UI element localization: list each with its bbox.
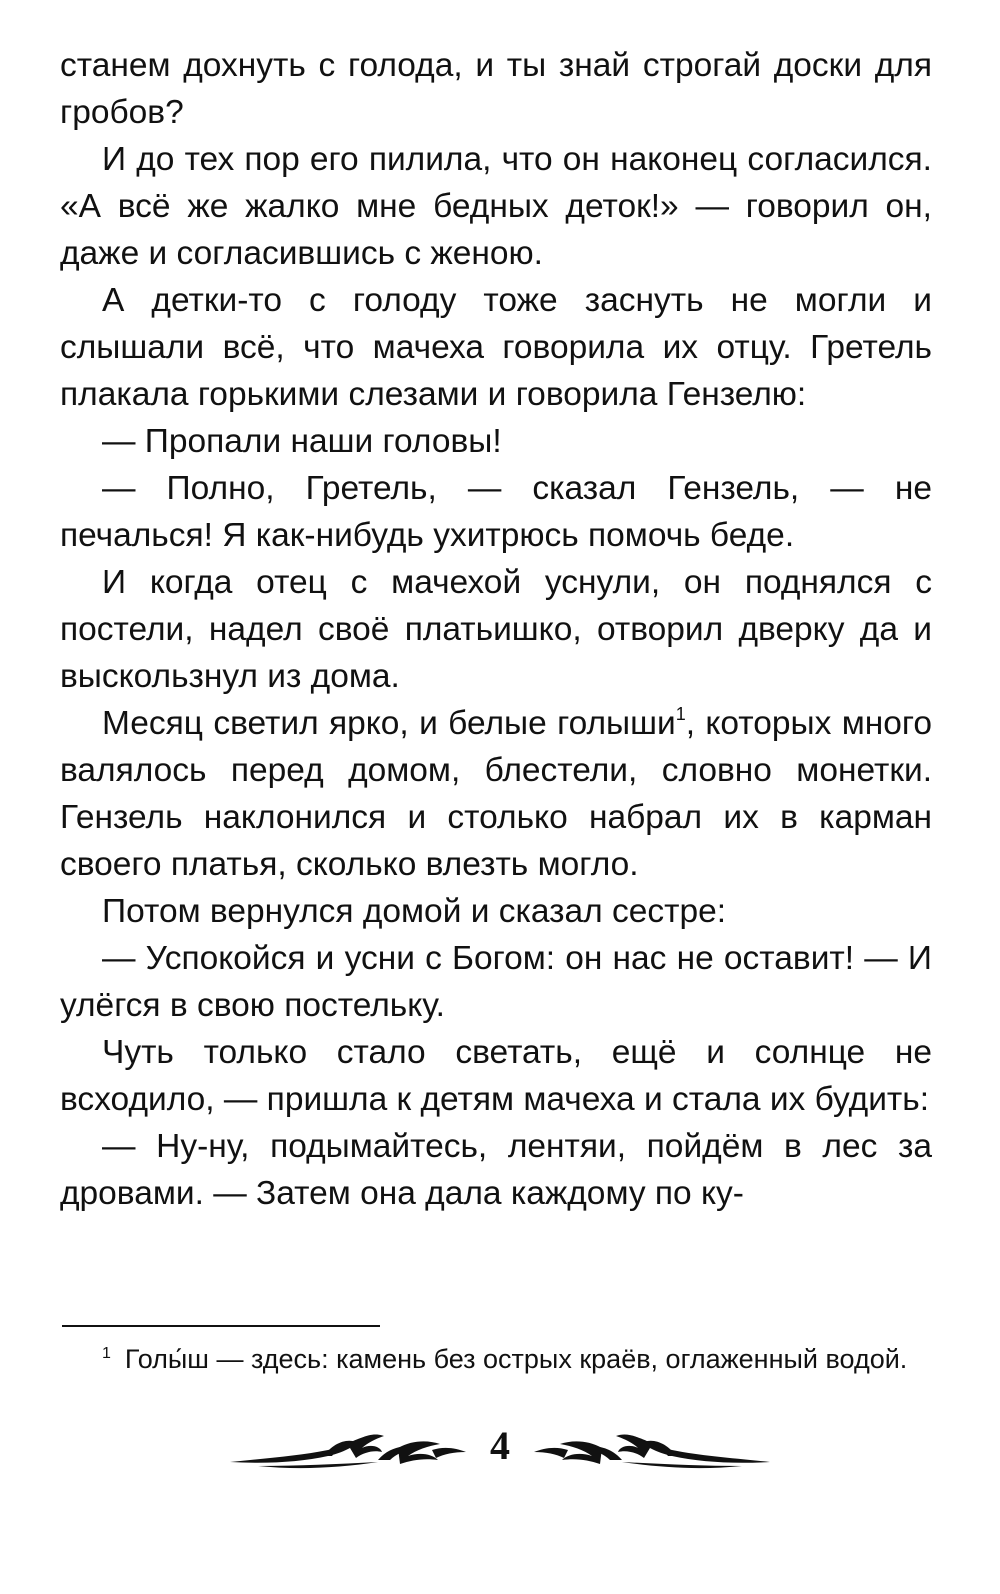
paragraph-9: — Успокойся и усни с Богом: он нас не оставит! — И улёгся в свою постельку.	[60, 940, 932, 1024]
paragraph-10: Чуть только стало светать, ещё и солнце не всходило, — пришла к детям мачеха и стала их будить:	[60, 1034, 932, 1118]
paragraph-11: — Ну-ну, подымайтесь, лентяи, пойдём в лес за дровами. — Затем она дала каждому по ку-	[60, 1128, 932, 1212]
paragraph-7-after: , которых много валялось перед домом, блестели, словно монетки. Гензель наклонился и столько набрал их в карман своего платья, сколько влезть могло.	[60, 705, 933, 883]
paragraph-3: А детки-то с голоду тоже заснуть не могли и слышали всё, что мачеха говорила их отцу. Гретель плакала горькими слезами и говорила Гензелю:	[60, 282, 932, 413]
paragraph-7-before: Месяц светил ярко, и белые голыши	[102, 705, 676, 742]
paragraph-8: Потом вернулся домой и сказал сестре:	[102, 893, 727, 930]
left-flourish-icon	[228, 1426, 468, 1470]
page-number: 4	[490, 1423, 510, 1468]
footnote	[60, 1340, 932, 1379]
paragraph-7	[60, 700, 932, 888]
paragraph-6: И когда отец с мачехой уснули, он поднялся с постели, надел своё платьишко, отворил дверку да и выскользнул из дома.	[60, 564, 932, 695]
footnote-reference[interactable]: 1	[675, 704, 686, 724]
paragraph-5: — Полно, Гретель, — сказал Гензель, — не печалься! Я как-нибудь ухитрюсь помочь беде.	[60, 470, 932, 554]
footnote-text: Голы́ш — здесь: камень без острых краёв, оглаженный водой.	[124, 1344, 908, 1374]
paragraph-4: — Пропали наши головы!	[102, 423, 502, 460]
paragraph-1: станем дохнуть с голода, и ты знай строгай доски для гробов?	[60, 47, 932, 131]
page-footer	[0, 1420, 1000, 1480]
paragraph-2: И до тех пор его пилила, что он наконец согласился. «А всё же жалко мне бедных деток!» — говорил он, даже и согласившись с женою.	[60, 141, 932, 272]
body-text	[60, 42, 932, 1217]
footnote-mark: 1	[102, 1345, 111, 1362]
right-flourish-icon	[532, 1426, 772, 1470]
footnote-divider	[62, 1325, 380, 1327]
